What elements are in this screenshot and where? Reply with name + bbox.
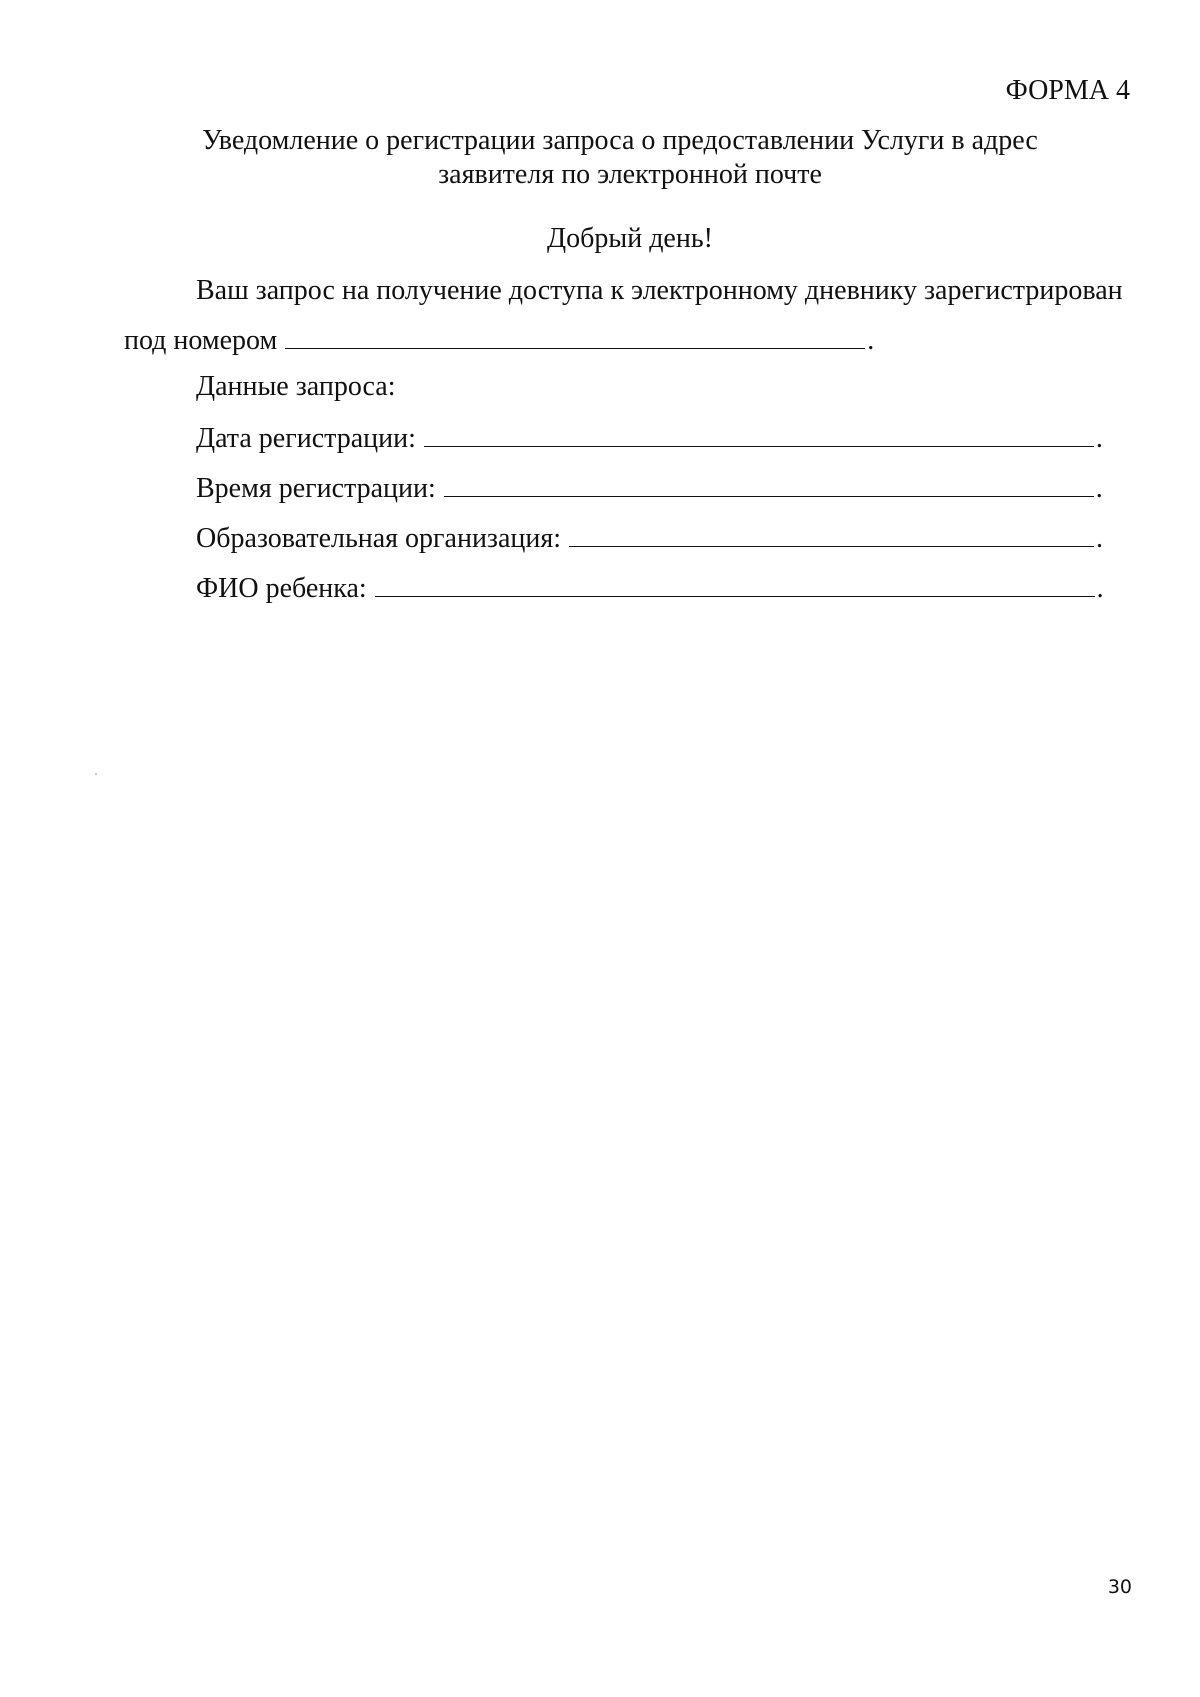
document-title-line-1: Уведомление о регистрации запроса о предоставлении Услуги в адрес (202, 125, 1038, 156)
period: . (1096, 523, 1104, 554)
child-name-blank (375, 570, 1095, 597)
request-data-heading: Данные запроса: (196, 371, 396, 402)
registration-time-blank (444, 470, 1094, 497)
educational-organization-label: Образовательная организация: (196, 523, 562, 554)
registration-time-field (196, 470, 1103, 506)
registration-date-field (196, 420, 1103, 456)
document-title-line-2: заявителя по электронной почте (438, 159, 822, 190)
child-name-field (196, 570, 1104, 606)
educational-organization-blank (569, 520, 1094, 547)
request-paragraph-line-1: Ваш запрос на получение доступа к электронному дневнику зарегистрирован (196, 275, 1123, 306)
child-name-label: ФИО ребенка: (196, 573, 367, 604)
form-number-label: ФОРМА 4 (1005, 75, 1130, 106)
period: . (1095, 473, 1103, 504)
request-number-blank (285, 322, 865, 349)
greeting: Добрый день! (547, 223, 713, 254)
registration-date-label: Дата регистрации: (196, 423, 416, 454)
period: . (1095, 423, 1103, 454)
registration-time-label: Время регистрации: (196, 473, 436, 504)
request-number-line (124, 322, 874, 358)
page-number: 30 (1107, 1576, 1132, 1598)
period: . (1096, 573, 1104, 604)
registration-date-blank (424, 420, 1094, 447)
request-number-prefix: под номером (124, 325, 278, 356)
period: . (867, 325, 875, 356)
educational-organization-field (196, 520, 1103, 556)
scan-speck (95, 773, 97, 775)
